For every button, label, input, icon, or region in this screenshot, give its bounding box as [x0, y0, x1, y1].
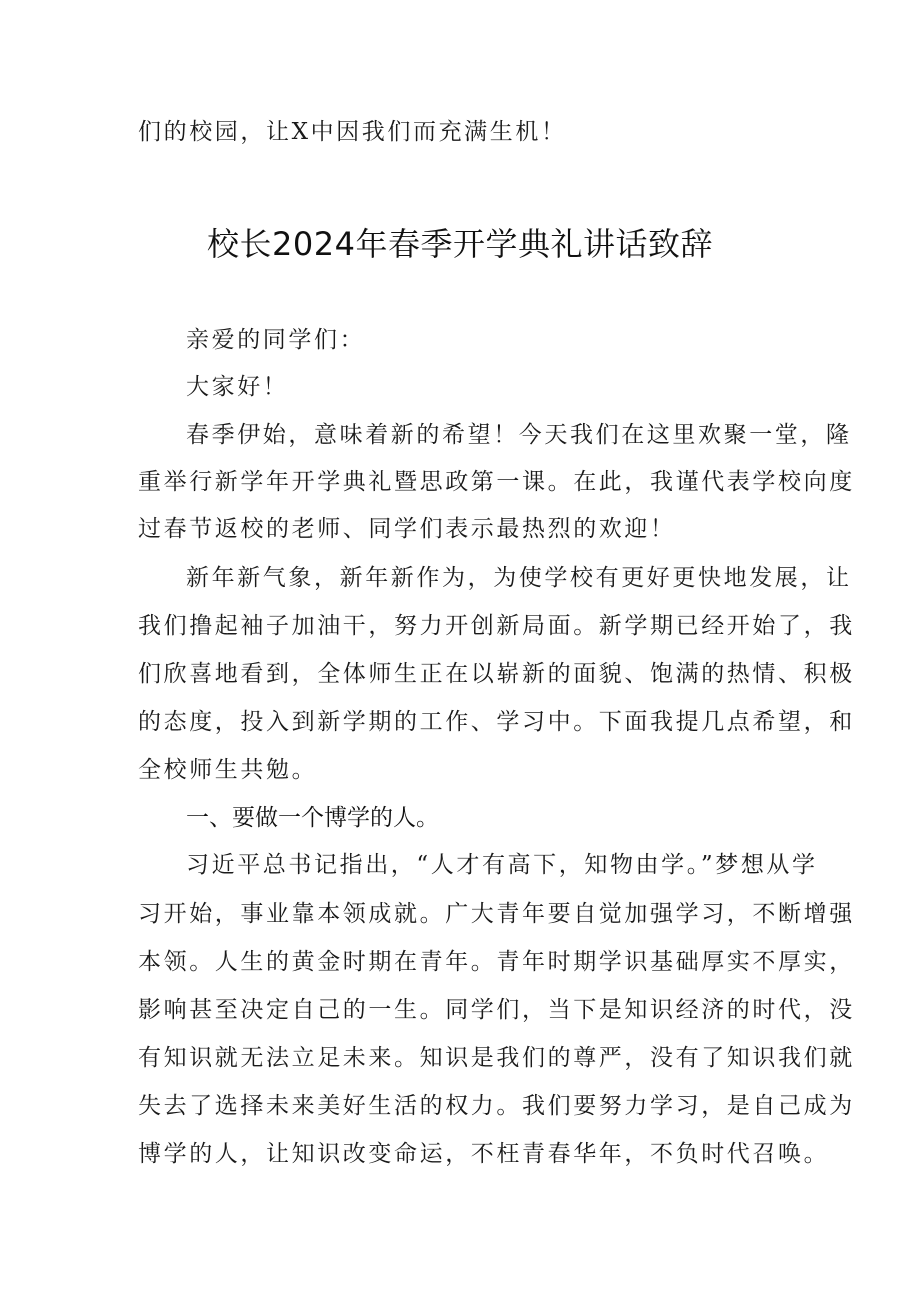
paragraph-line: 重举行新学年开学典礼暨思政第一课。在此，我谨代表学校向度 — [138, 469, 855, 495]
salutation: 亲爱的同学们： — [186, 327, 366, 353]
previous-text-fragment: 们的校园，让X中因我们而充满生机！ — [138, 119, 567, 145]
paragraph-line: 新年新气象，新年新作为，为使学校有更好更快地发展，让 — [186, 565, 852, 591]
paragraph-line: 有知识就无法立足未来。知识是我们的尊严，没有了知识我们就 — [138, 1045, 855, 1071]
section-heading: 一、要做一个博学的人。 — [186, 805, 439, 831]
paragraph-line: 我们撸起袖子加油干，努力开创新局面。新学期已经开始了，我 — [138, 613, 855, 639]
greeting: 大家好！ — [186, 374, 289, 400]
page-title: 校长2024年春季开学典礼讲话致辞 — [207, 225, 713, 263]
paragraph-line: 博学的人，让知识改变命运，不枉青春华年，不负时代召唤。 — [138, 1141, 830, 1167]
paragraph-line: 的态度，投入到新学期的工作、学习中。下面我提几点希望，和 — [138, 709, 855, 735]
paragraph-line: 习近平总书记指出，“人才有高下，知物由学。”梦想从学 — [186, 852, 818, 878]
paragraph-line: 春季伊始，意味着新的希望！今天我们在这里欢聚一堂，隆 — [186, 422, 852, 448]
paragraph-line: 影响甚至决定自己的一生。同学们，当下是知识经济的时代，没 — [138, 997, 855, 1023]
paragraph-line: 本领。人生的黄金时期在青年。青年时期学识基础厚实不厚实， — [138, 949, 855, 975]
paragraph-line: 全校师生共勉。 — [138, 757, 318, 783]
paragraph-line: 失去了选择未来美好生活的权力。我们要努力学习，是自己成为 — [138, 1093, 855, 1119]
paragraph-line: 习开始，事业靠本领成就。广大青年要自觉加强学习，不断增强 — [138, 901, 855, 927]
paragraph-line: 们欣喜地看到，全体师生正在以崭新的面貌、饱满的热情、积极 — [138, 661, 855, 687]
paragraph-line: 过春节返校的老师、同学们表示最热烈的欢迎！ — [138, 516, 676, 542]
